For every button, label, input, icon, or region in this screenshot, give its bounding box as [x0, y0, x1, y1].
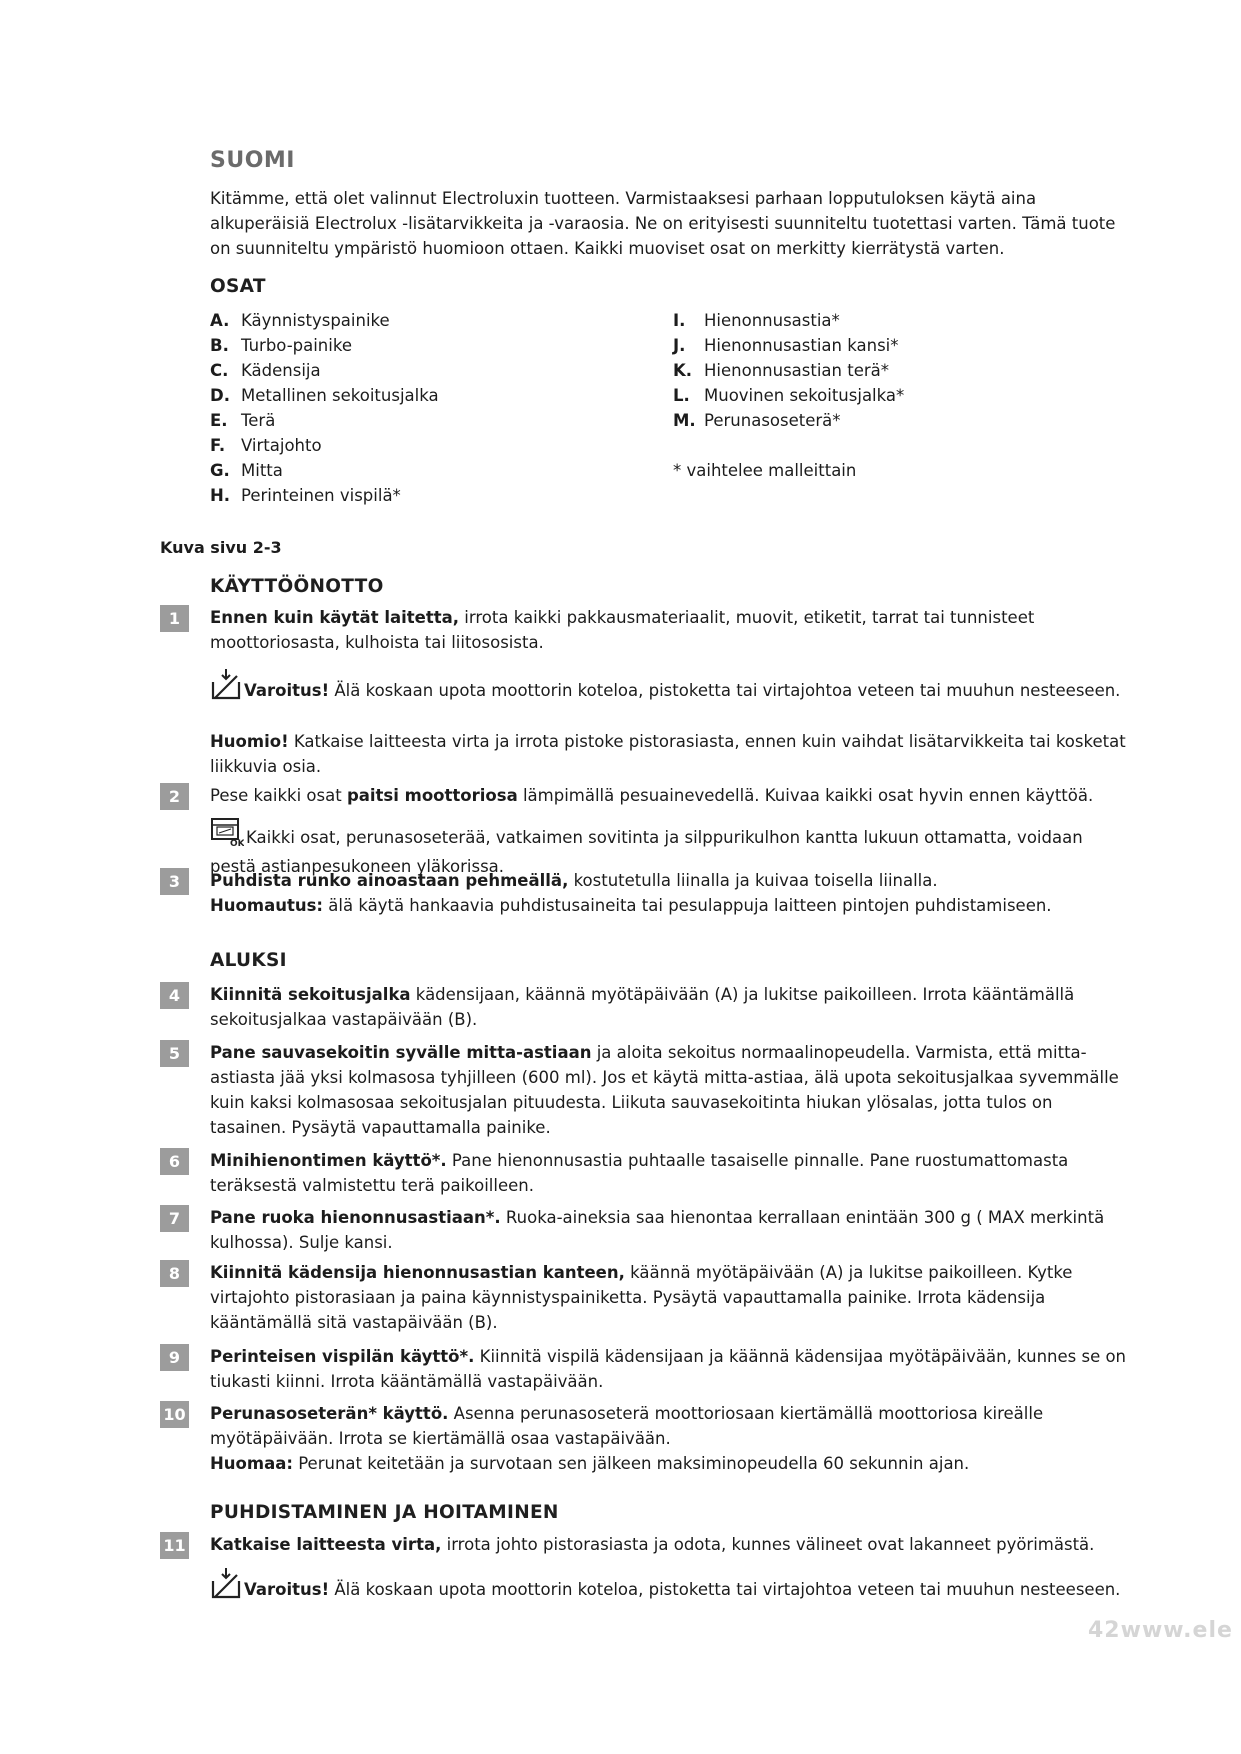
footer-watermark: 42www.ele	[1088, 1618, 1233, 1643]
part-letter: L.	[673, 386, 690, 405]
no-immerse-warning-icon	[210, 668, 242, 707]
parts-list-item	[210, 408, 650, 433]
parts-list-item	[210, 333, 650, 358]
figure-caption: Kuva sivu 2-3	[160, 538, 282, 557]
warning-11-label: Varoitus!	[244, 1580, 330, 1599]
step-2-pre: Pese kaikki osat	[210, 786, 347, 805]
step-11-text	[210, 1532, 1128, 1557]
part-name: Perunasoseterä*	[704, 411, 841, 430]
part-letter: K.	[673, 361, 693, 380]
parts-note: * vaihtelee malleittain	[673, 461, 857, 480]
step-3-text	[210, 868, 1128, 893]
step-10-text	[210, 1401, 1128, 1451]
step-6-lead: Minihienontimen käyttö*.	[210, 1151, 447, 1170]
part-name: Perinteinen vispilä*	[241, 486, 401, 505]
language-heading: SUOMI	[210, 148, 295, 173]
part-name: Hienonnusastian kansi*	[704, 336, 899, 355]
note-10-label: Huomaa:	[210, 1454, 293, 1473]
step-8-text	[210, 1260, 1128, 1335]
warning-11-body: Älä koskaan upota moottorin koteloa, pistoketta tai virtajohtoa veteen tai muuhun nesteeseen.	[329, 1580, 1121, 1599]
step-11-lead: Katkaise laitteesta virta,	[210, 1535, 442, 1554]
part-name: Turbo-painike	[241, 336, 352, 355]
step-6-body: Pane hienonnusastia puhtaalle tasaiselle pinnalle. Pane ruostumattomasta teräksestä valmistettu terä paikoilleen.	[210, 1151, 1069, 1195]
note-1-label: Huomio!	[210, 732, 289, 751]
part-letter: I.	[673, 311, 686, 330]
part-letter: J.	[673, 336, 686, 355]
no-immerse-warning-icon	[210, 1567, 242, 1606]
step-5-lead: Pane sauvasekoitin syvälle mitta-astiaan	[210, 1043, 592, 1062]
part-name: Hienonnusastia*	[704, 311, 840, 330]
step-3-lead: Puhdista runko ainoastaan pehmeällä,	[210, 871, 569, 890]
step-3-body: kostutetulla liinalla ja kuivaa toisella liinalla.	[568, 871, 938, 890]
step-8-body: käännä myötäpäivään (A) ja lukitse paikoilleen. Kytke virtajohto pistorasiaan ja paina käynnistyspainiketta. Pysäytä vapauttamalla painike. Irrota kädensija kääntämällä sitä vastapäivään (B).	[210, 1263, 1073, 1332]
intro-paragraph: Kitämme, että olet valinnut Electroluxin tuotteen. Varmistaaksesi parhaan lopputuloksen käytä aina alkuperäisiä Electrolux -lisätarvikkeita ja -varaosia. Ne on erityisesti suunniteltu tuotettasi varten. Tämä tuote on suunniteltu ympäristö huomioon ottaen. Kaikki muoviset osat on merkitty kierrätystä varten.	[210, 189, 1116, 258]
step-number-badge: 11	[160, 1532, 189, 1559]
step-number-badge: 7	[160, 1205, 189, 1232]
parts-list-item	[673, 358, 1113, 383]
step-6-text	[210, 1148, 1128, 1198]
dishwasher-note-body: Kaikki osat, perunasoseterää, vatkaimen sovitinta ja silppurikulhon kantta lukuun ottamatta, voidaan pestä astianpesukoneen yläkorissa.	[210, 828, 1083, 876]
step-9-body: Kiinnitä vispilä kädensijaan ja käännä kädensijaa myötäpäivään, kunnes se on tiukasti kiinni. Irrota kääntämällä vastapäivään.	[210, 1347, 1127, 1391]
step-number-badge: 6	[160, 1148, 189, 1175]
warning-1-label: Varoitus!	[244, 681, 330, 700]
note-1-body: Katkaise laitteesta virta ja irrota pistoke pistorasiasta, ennen kuin vaihdat lisätarvikkeita tai kosketat liikkuvia osia.	[210, 732, 1126, 776]
step-number-badge: 5	[160, 1040, 189, 1067]
parts-list-item	[210, 433, 650, 458]
parts-list-item	[210, 358, 650, 383]
part-letter: F.	[210, 436, 226, 455]
parts-list-item	[673, 408, 1113, 433]
step-1-lead: Ennen kuin käytät laitetta,	[210, 608, 460, 627]
step-1-body: irrota kaikki pakkausmateriaalit, muovit, etiketit, tarrat tai tunnisteet moottoriosasta, kulhoista tai liitososista.	[210, 608, 1035, 652]
note-10	[210, 1451, 1128, 1476]
step-5-text	[210, 1040, 1128, 1140]
step-4-text	[210, 982, 1128, 1032]
part-name: Virtajohto	[241, 436, 322, 455]
part-letter: B.	[210, 336, 229, 355]
step-4-body: kädensijaan, käännä myötäpäivään (A) ja lukitse paikoilleen. Irrota kääntämällä sekoitusjalkaa vastapäivään (B).	[210, 985, 1075, 1029]
part-letter: M.	[673, 411, 696, 430]
part-letter: C.	[210, 361, 229, 380]
part-letter: A.	[210, 311, 230, 330]
step-7-lead: Pane ruoka hienonnusastiaan*.	[210, 1208, 501, 1227]
part-letter: H.	[210, 486, 231, 505]
step-1-text	[210, 605, 1128, 655]
step-number-badge: 9	[160, 1344, 189, 1371]
parts-list-item	[210, 483, 650, 508]
step-10-lead: Perunasoseterän* käyttö.	[210, 1404, 449, 1423]
warning-1-body: Älä koskaan upota moottorin koteloa, pistoketta tai virtajohtoa veteen tai muuhun nesteeseen.	[329, 681, 1121, 700]
step-11-body: irrota johto pistorasiasta ja odota, kunnes välineet ovat lakanneet pyörimästä.	[441, 1535, 1095, 1554]
part-name: Muovinen sekoitusjalka*	[704, 386, 905, 405]
step-5-body: ja aloita sekoitus normaalinopeudella. Varmista, että mitta-astiasta jää yksi kolmasosa tyhjilleen (600 ml). Jos et käytä mitta-astiaa, älä upota sekoitusjalkaa syvemmälle kuin kaksi kolmasosaa sekoitusjalan pituudesta. Liikuta sauvasekoitinta hiukan ylösalas, jotta tulos on tasainen. Pysäytä vapauttamalla painike.	[210, 1043, 1119, 1137]
step-number-badge: 2	[160, 783, 189, 810]
part-letter: E.	[210, 411, 228, 430]
parts-list-right	[673, 308, 1113, 433]
part-name: Kädensija	[241, 361, 321, 380]
note-10-body: Perunat keitetään ja survotaan sen jälkeen maksiminopeudella 60 sekunnin ajan.	[292, 1454, 970, 1473]
step-9-lead: Perinteisen vispilän käyttö*.	[210, 1347, 475, 1366]
note-1	[210, 729, 1128, 779]
part-name: Käynnistyspainike	[241, 311, 390, 330]
note-3-label: Huomautus:	[210, 896, 324, 915]
part-name: Mitta	[241, 461, 283, 480]
parts-heading: OSAT	[210, 276, 266, 297]
step-10-body: Asenna perunasoseterä moottoriosaan kiertämällä moottoriosa kireälle myötäpäivään. Irrota se kiertämällä osaa vastapäivään.	[210, 1404, 1044, 1448]
warning-11	[210, 1567, 1128, 1606]
part-name: Metallinen sekoitusjalka	[241, 386, 439, 405]
note-3-body: älä käytä hankaavia puhdistusaineita tai pesulappuja laitteen pintojen puhdistamiseen.	[323, 896, 1052, 915]
parts-list-item	[210, 458, 650, 483]
parts-list-item	[210, 383, 650, 408]
part-name: Terä	[241, 411, 276, 430]
svg-text:OK: OK	[230, 839, 244, 847]
step-4-lead: Kiinnitä sekoitusjalka	[210, 985, 411, 1004]
note-3	[210, 893, 1128, 918]
warning-1	[210, 668, 1128, 707]
step-7-text	[210, 1205, 1128, 1255]
step-7-body: Ruoka-aineksia saa hienontaa kerrallaan enintään 300 g ( MAX merkintä kulhossa). Sulje kansi.	[210, 1208, 1105, 1252]
step-2-lead: paitsi moottoriosa	[346, 786, 518, 805]
section-heading-puhdistaminen: PUHDISTAMINEN JA HOITAMINEN	[210, 1502, 559, 1523]
step-number-badge: 3	[160, 868, 189, 895]
parts-list-left	[210, 308, 650, 508]
parts-list-item	[673, 383, 1113, 408]
section-heading-aluksi: ALUKSI	[210, 950, 287, 971]
parts-list-item	[673, 308, 1113, 333]
dishwasher-safe-icon	[210, 815, 244, 854]
section-heading-kayttoonotto: KÄYTTÖÖNOTTO	[210, 576, 384, 597]
part-name: Hienonnusastian terä*	[704, 361, 890, 380]
parts-list-item	[210, 308, 650, 333]
step-number-badge: 8	[160, 1260, 189, 1287]
part-letter: G.	[210, 461, 230, 480]
part-letter: D.	[210, 386, 230, 405]
step-number-badge: 1	[160, 605, 189, 632]
parts-list-item	[673, 333, 1113, 358]
step-number-badge: 4	[160, 982, 189, 1009]
step-number-badge: 10	[160, 1401, 189, 1428]
step-2-body: lämpimällä pesuainevedellä. Kuivaa kaikki osat hyvin ennen käyttöä.	[517, 786, 1094, 805]
step-9-text	[210, 1344, 1128, 1394]
step-8-lead: Kiinnitä kädensija hienonnusastian kanteen,	[210, 1263, 625, 1282]
step-2-text	[210, 783, 1128, 808]
